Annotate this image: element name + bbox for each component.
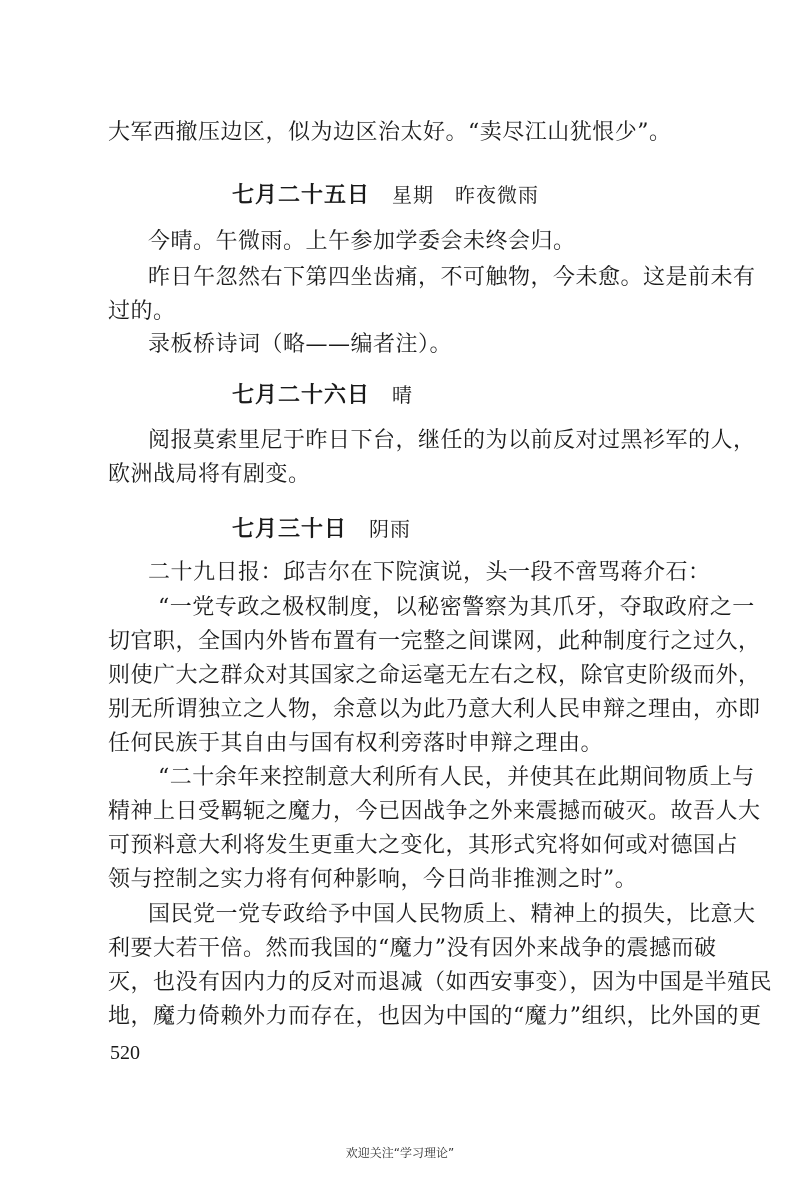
text-line: 大军西撤压边区，似为边区治太好。“卖尽江山犹恨少”。 <box>108 120 672 145</box>
footer-note: 欢迎关注“学习理论” <box>345 1146 455 1160</box>
text-line: 昨日午忽然右下第四坐齿痛，不可触物，今未愈。这是前未有 <box>148 265 756 290</box>
text-line: 利要大若干倍。然而我国的“魔力”没有因外来战争的震撼而破 <box>108 936 717 961</box>
entry-date: 七月三十日 <box>232 517 348 542</box>
page-number: 520 <box>110 1042 140 1064</box>
text-line: 今晴。午微雨。上午参加学委会未终会归。 <box>148 229 576 254</box>
text-line: 可预料意大利将发生更重大之变化，其形式究将如何或对德国占 <box>108 833 739 858</box>
entry-date: 七月二十六日 <box>232 383 371 408</box>
entry-heading <box>232 180 539 211</box>
entry-heading <box>232 514 411 545</box>
text-line: 领与控制之实力将有何种影响，今日尚非推测之时”。 <box>108 867 638 892</box>
entry-weather: 阴雨 <box>369 517 412 541</box>
text-line: “二十余年来控制意大利所有人民，并使其在此期间物质上与 <box>158 765 755 790</box>
text-line: 则使广大之群众对其国家之命运毫无左右之权，除官吏阶级而外， <box>108 663 761 688</box>
text-line: 灭，也没有因内力的反对而退减（如西安事变），因为中国是半殖民 <box>108 970 773 995</box>
entry-heading <box>232 380 413 411</box>
text-line: 精神上日受羁轭之魔力，今已因战争之外来震撼而破灭。故吾人大 <box>108 799 761 824</box>
text-line: 任何民族于其自由与国有权利旁落时申辩之理由。 <box>108 731 604 756</box>
text-line: 过的。 <box>108 299 176 324</box>
text-line: 录板桥诗词（略——编者注）。 <box>148 332 453 357</box>
entry-weather: 晴 <box>392 383 414 407</box>
entry-date: 七月二十五日 <box>232 183 371 208</box>
text-line: 地，魔力倚赖外力而存在，也因为中国的“魔力”组织，比外国的更 <box>108 1004 762 1029</box>
text-line: 别无所谓独立之人物，余意以为此乃意大利人民申辩之理由，亦即 <box>108 697 761 722</box>
text-line: 阅报莫索里尼于昨日下台，继任的为以前反对过黑衫军的人， <box>148 428 756 453</box>
text-line: 欧洲战局将有剧变。 <box>108 462 311 487</box>
text-line: 二十九日报：邱吉尔在下院演说，头一段不啻骂蒋介石： <box>148 560 711 585</box>
text-line: 切官职，全国内外皆布置有一完整之间谍网，此种制度行之过久， <box>108 629 761 654</box>
entry-weather: 星期 昨夜微雨 <box>392 183 540 207</box>
text-line: “一党专政之极权制度，以秘密警察为其爪牙，夺取政府之一 <box>158 595 755 620</box>
text-line: 国民党一党专政给予中国人民物质上、精神上的损失，比意大 <box>148 902 756 927</box>
